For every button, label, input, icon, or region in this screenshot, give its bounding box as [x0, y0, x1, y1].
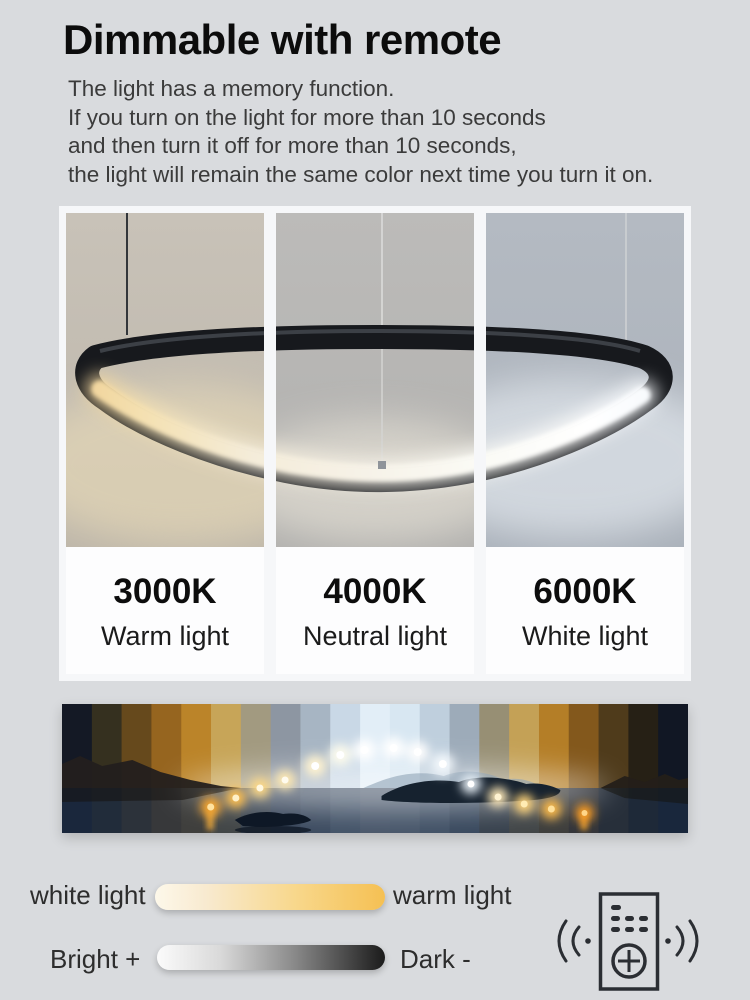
description-line: the light will remain the same color next time you turn it on. [68, 161, 654, 187]
plus-icon [618, 950, 640, 972]
remote-body [601, 894, 658, 989]
description-line: and then turn it off for more than 10 seconds, [68, 133, 517, 158]
dark-label: Dark - [400, 944, 471, 974]
panel-caption [276, 547, 474, 674]
brightness-gradient-bar [157, 945, 385, 970]
bright-label: Bright + [50, 944, 141, 974]
lamp-photo-warm [66, 213, 264, 547]
kelvin-value: 4000K [323, 572, 427, 611]
description-line: If you turn on the light for more than 10 seconds [68, 104, 546, 130]
signal-waves-right-icon [665, 921, 697, 961]
kelvin-value: 3000K [113, 572, 217, 611]
description [68, 75, 653, 189]
page-title: Dimmable with remote [63, 16, 502, 63]
lamp-photo-white [486, 213, 684, 547]
temperature-gradient-bar [155, 884, 385, 910]
remote-control-icon [552, 884, 704, 996]
panel-3000k [66, 213, 264, 674]
panel-caption [486, 547, 684, 674]
signal-waves-left-icon [559, 921, 591, 961]
white-light-label: white light [30, 880, 146, 910]
color-temperature-panorama [62, 704, 688, 833]
kelvin-label: Neutral light [302, 621, 448, 651]
kelvin-value: 6000K [533, 572, 637, 611]
panel-4000k [276, 213, 474, 674]
description-line: The light has a memory function. [68, 76, 395, 101]
kelvin-label: Warm light [100, 621, 229, 651]
panel-6000k [486, 213, 684, 674]
warm-light-label: warm light [393, 880, 512, 910]
lamp-photo-neutral [276, 213, 474, 547]
kelvin-label: White light [521, 621, 649, 651]
color-temperature-panels [59, 206, 691, 681]
panel-caption [66, 547, 264, 674]
